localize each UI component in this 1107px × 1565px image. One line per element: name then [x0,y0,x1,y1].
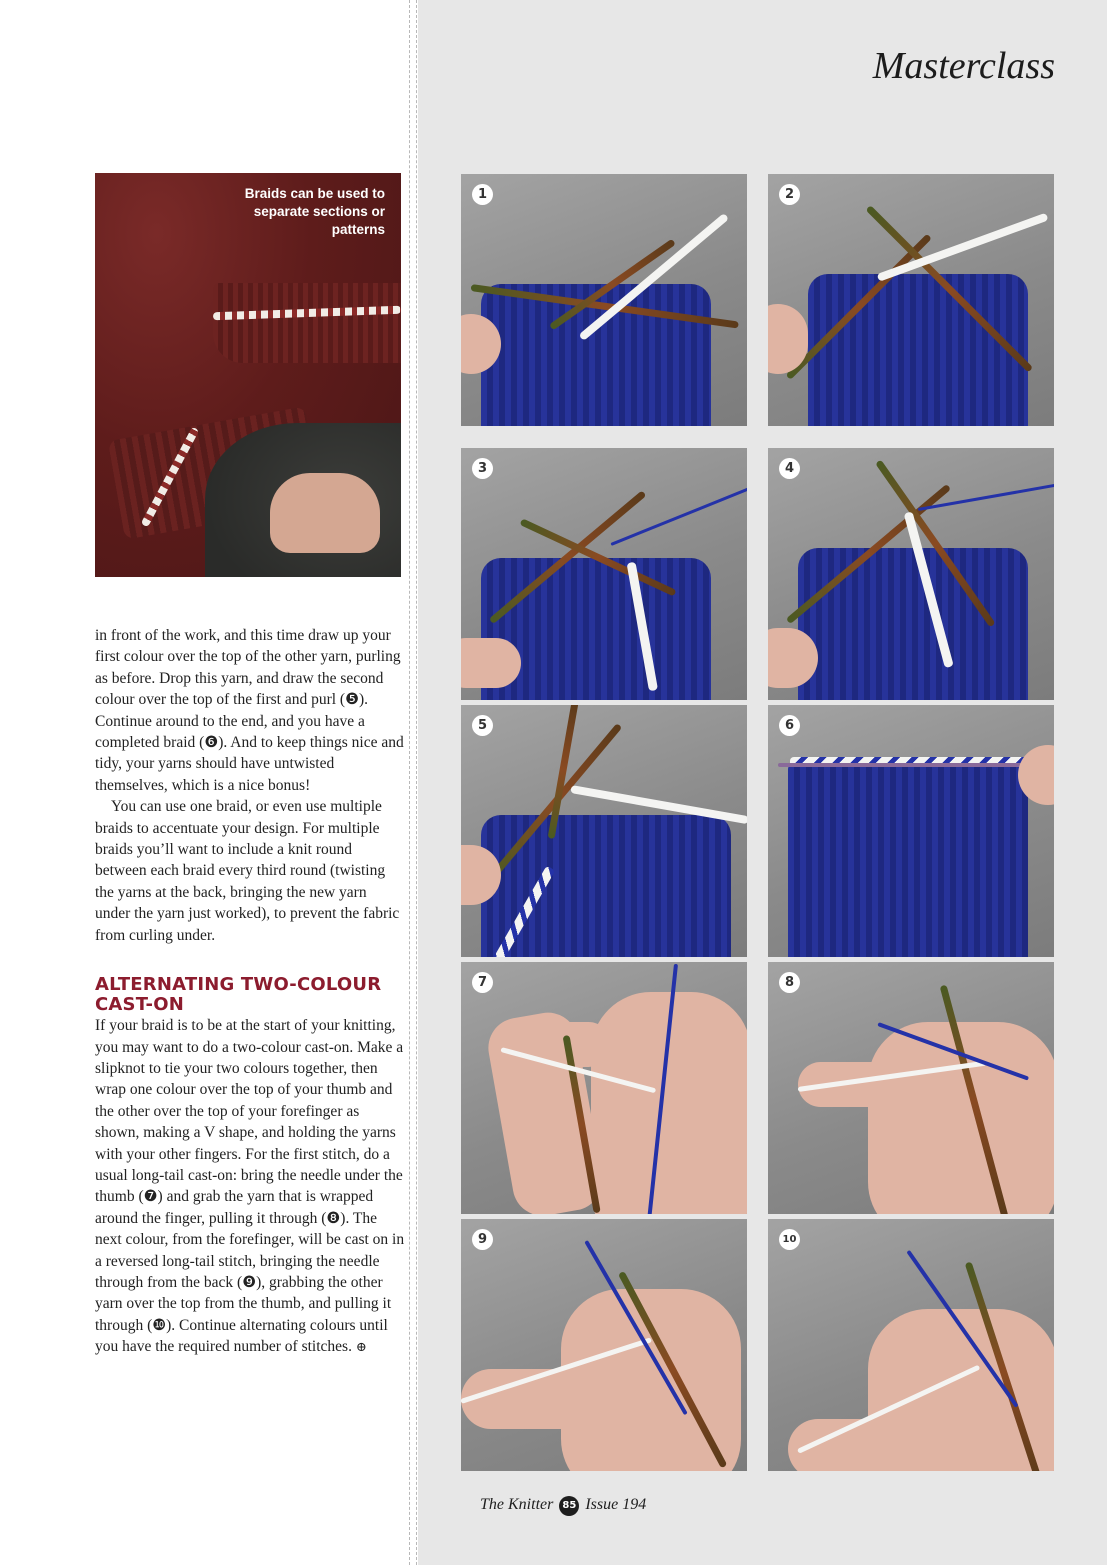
step-photo [461,174,747,426]
article-body [95,625,405,1358]
step-photo [461,448,747,700]
step-photo [768,962,1054,1214]
step-photo [461,705,747,957]
step-number: 7 [472,972,493,993]
issue-number: Issue 194 [585,1496,647,1513]
step-photo [768,705,1054,957]
step-number: 4 [779,458,800,479]
step-photo [461,1219,747,1471]
step-number: 1 [472,184,493,205]
page-footer [480,1496,646,1516]
step-number: 9 [472,1229,493,1250]
step-photo [768,174,1054,426]
step-photo-grid [461,174,1054,1454]
step-photo [461,962,747,1214]
step-number: 6 [779,715,800,736]
page-number: 85 [559,1496,579,1516]
photo-caption: Braids can be used to separate sections or patterns [244,186,385,237]
paragraph: You can use one braid, or even use multiple braids to accentuate your design. For multiple braids you’ll want to include a knit round between each braid every third round (twisting the yarns at the back, bringing the new yarn under the yarn just worked), to prevent the fabric from curling under. [95,798,400,944]
step-number: 5 [472,715,493,736]
paragraph: in front of the work, and this time draw up your first colour over the top of the other yarn, purling as before. Drop this yarn, and draw the second colour over the top of the first and purl (❺). Continue around to the end, and you have a completed braid (❻). And to keep things nice and tidy, your yarns should have untwisted themselves, which is a nice bonus! [95,627,404,794]
section-title: Masterclass [872,45,1055,87]
step-number: 8 [779,972,800,993]
paragraph: If your braid is to be at the start of your knitting, you may want to do a two-colour cast-on. Make a slipknot to tie your two colours together, then wrap one colour over the top of your thumb and the other over the top of your forefinger as shown, making a V shape, and holding the yarns with your other fingers. For the first stitch, do a usual long-tail cast-on: bring the needle under the thumb (❼) and grab the yarn that is wrapped around the finger, pulling it through (❽). The next colour, from the forefinger, will be cast on in a reversed long-tail stitch, bringing the needle through from the back (❾), grabbing the other yarn over the top from the thumb, and pulling it through (❿). Continue alternating colours until you have the required number of stitches. ⊕ [95,1017,405,1356]
step-number: 10 [779,1229,800,1250]
step-photo [768,448,1054,700]
end-mark-icon: ⊕ [355,1339,367,1355]
step-number: 2 [779,184,800,205]
magazine-name: The Knitter [480,1496,554,1513]
page-gutter [409,0,417,1565]
subheading: ALTERNATING TWO-COLOUR CAST-ON [95,974,382,1016]
step-photo [768,1219,1054,1471]
step-number: 3 [472,458,493,479]
hero-photo-sweater-cuff [95,173,401,577]
